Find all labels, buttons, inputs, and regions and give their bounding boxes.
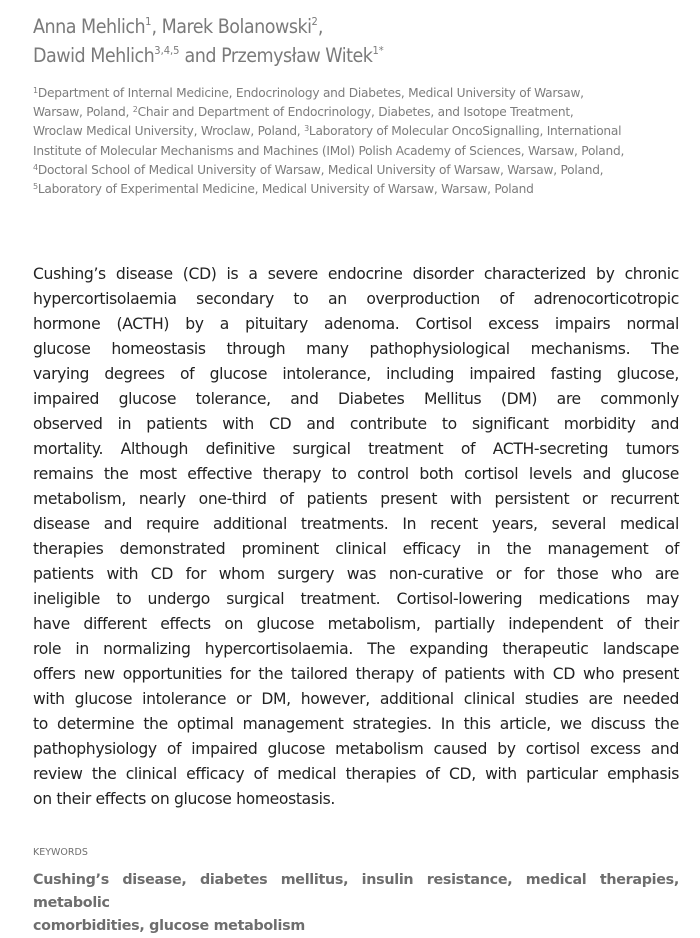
affiliation-text: Department of Internal Medicine, Endocrinology and Diabetes, Medical University of Warsaw, — [37, 86, 584, 100]
affiliation-text: Institute of Molecular Mechanisms and Machines (IMol) Polish Academy of Sciences, Warsaw, Poland, — [33, 143, 625, 158]
author-name: , Marek Bolanowski — [151, 15, 312, 38]
abstract-line: pathophysiology of impaired glucose metabolism caused by cortisol excess and — [33, 740, 679, 758]
affiliation-number: 1 — [33, 86, 38, 95]
affiliation-text: Chair and Department of Endocrinology, Diabetes, and Isotope Treatment, — [137, 105, 574, 120]
abstract-line: with glucose intolerance or DM, however, additional clinical studies are needed — [33, 690, 679, 708]
author-affiliation-ref: 3,4,5 — [154, 44, 180, 57]
author-line-2 — [33, 41, 673, 70]
abstract-line: impaired glucose tolerance, and Diabetes Mellitus (DM) are commonly — [33, 390, 679, 408]
abstract-line: mortality. Although definitive surgical treatment of ACTH-secreting tumors — [33, 440, 679, 458]
keywords-heading: KEYWORDS — [33, 847, 88, 858]
affiliation-text: Doctoral School of Medical University of Warsaw, Medical University of Warsaw, Warsaw, Poland, — [37, 162, 604, 177]
abstract-line: disease and require additional treatments. In recent years, several medical — [33, 515, 679, 533]
abstract-line: to determine the optimal management strategies. In this article, we discuss the — [33, 715, 679, 733]
abstract-line: review the clinical efficacy of medical therapies of CD, with particular emphasis — [33, 765, 679, 783]
affiliation-text: Wroclaw Medical University, Wroclaw, Poland, — [33, 124, 305, 139]
author-separator: , — [317, 15, 323, 38]
author-line-1 — [33, 12, 673, 41]
abstract-line: remains the most effective therapy to control both cortisol levels and glucose — [33, 465, 679, 483]
abstract-line: hormone (ACTH) by a pituitary adenoma. Cortisol excess impairs normal — [33, 315, 679, 333]
author-affiliation-ref: 1* — [372, 44, 384, 57]
keywords-list — [33, 869, 679, 938]
abstract-line: on their effects on glucose homeostasis. — [33, 790, 335, 808]
author-name: Dawid Mehlich — [33, 44, 155, 67]
affiliation-line — [33, 180, 683, 199]
affiliation-line — [33, 122, 683, 141]
abstract-line: Cushing’s disease (CD) is a severe endocrine disorder characterized by chronic — [33, 265, 679, 283]
abstract-line: metabolism, nearly one-third of patients present with persistent or recurrent — [33, 490, 679, 508]
abstract — [33, 262, 679, 812]
affiliation-number: 2 — [132, 105, 138, 115]
abstract-line: glucose homeostasis through many pathophysiological mechanisms. The — [33, 340, 679, 358]
affiliation-number: 3 — [304, 124, 309, 134]
author-list — [33, 12, 673, 70]
abstract-line: patients with CD for whom surgery was non-curative or for those who are — [33, 565, 679, 583]
affiliation-text: Laboratory of Molecular OncoSignalling, International — [308, 124, 622, 139]
affiliation-number: 5 — [33, 182, 38, 192]
keywords-line: Cushing’s disease, diabetes mellitus, insulin resistance, medical therapies, metabolic — [33, 872, 679, 911]
abstract-line: observed in patients with CD and contribute to significant morbidity and — [33, 415, 679, 433]
affiliation-number: 4 — [33, 162, 38, 172]
affiliation-line — [33, 103, 683, 122]
author-affiliation-ref: 1 — [145, 15, 152, 28]
abstract-line: have different effects on glucose metabolism, partially independent of their — [33, 615, 679, 633]
abstract-line: offers new opportunities for the tailored therapy of patients with CD who present — [33, 665, 679, 683]
affiliation-text: Warsaw, Poland, — [33, 105, 133, 120]
abstract-line: therapies demonstrated prominent clinical efficacy in the management of — [33, 540, 679, 558]
affiliations — [33, 84, 683, 199]
affiliation-line — [33, 161, 683, 180]
author-name: and Przemysław Witek — [179, 44, 373, 67]
affiliation-line — [33, 84, 683, 103]
keywords-line: comorbidities, glucose metabolism — [33, 918, 305, 934]
affiliation-text: Laboratory of Experimental Medicine, Medical University of Warsaw, Warsaw, Poland — [37, 182, 534, 197]
abstract-line: hypercortisolaemia secondary to an overproduction of adrenocorticotropic — [33, 290, 679, 308]
abstract-line: ineligible to undergo surgical treatment. Cortisol-lowering medications may — [33, 590, 679, 608]
abstract-line: varying degrees of glucose intolerance, including impaired fasting glucose, — [33, 365, 679, 383]
author-affiliation-ref: 2 — [311, 15, 318, 28]
affiliation-line — [33, 142, 683, 161]
author-name: Anna Mehlich — [33, 15, 146, 38]
abstract-line: role in normalizing hypercortisolaemia. The expanding therapeutic landscape — [33, 640, 679, 658]
